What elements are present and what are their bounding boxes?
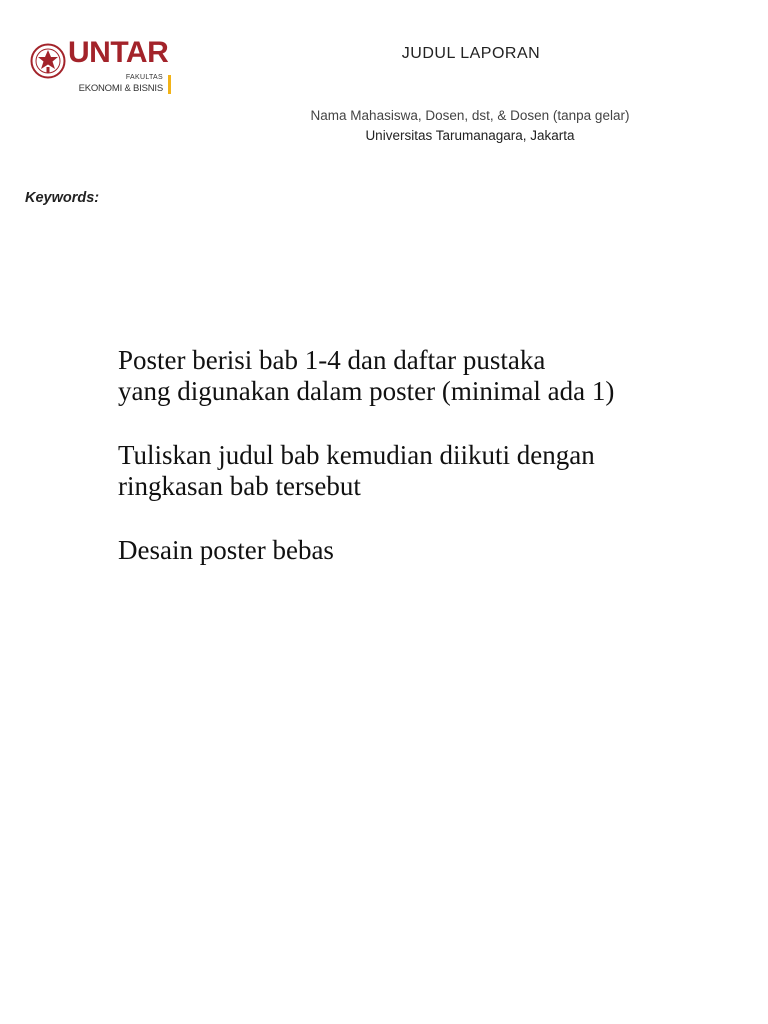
logo-faculty-name: EKONOMI & BISNIS <box>78 83 163 94</box>
paragraph-line: Desain poster bebas <box>118 535 334 565</box>
paragraph-line: Poster berisi bab 1-4 dan daftar pustaka <box>118 345 546 375</box>
paragraph-line: ringkasan bab tersebut <box>118 471 361 501</box>
instruction-paragraph-design <box>118 535 738 566</box>
report-title: JUDUL LAPORAN <box>401 45 541 62</box>
untar-emblem-icon <box>30 43 66 79</box>
author-line: Nama Mahasiswa, Dosen, dst, & Dosen (tanpa gelar) <box>310 108 630 123</box>
instruction-paragraph-contents <box>118 345 738 407</box>
instruction-paragraph-structure <box>118 440 738 502</box>
paragraph-line: yang digunakan dalam poster (minimal ada 1) <box>118 376 615 406</box>
paragraph-line: Tuliskan judul bab kemudian diikuti dengan <box>118 440 595 470</box>
keywords-label: Keywords: <box>25 190 100 206</box>
logo-faculty-label: FAKULTAS <box>125 74 163 81</box>
untar-logo <box>28 36 173 102</box>
logo-wordmark: UNTAR <box>68 36 169 69</box>
logo-accent-bar <box>168 75 171 94</box>
affiliation-line: Universitas Tarumanagara, Jakarta <box>365 128 575 143</box>
